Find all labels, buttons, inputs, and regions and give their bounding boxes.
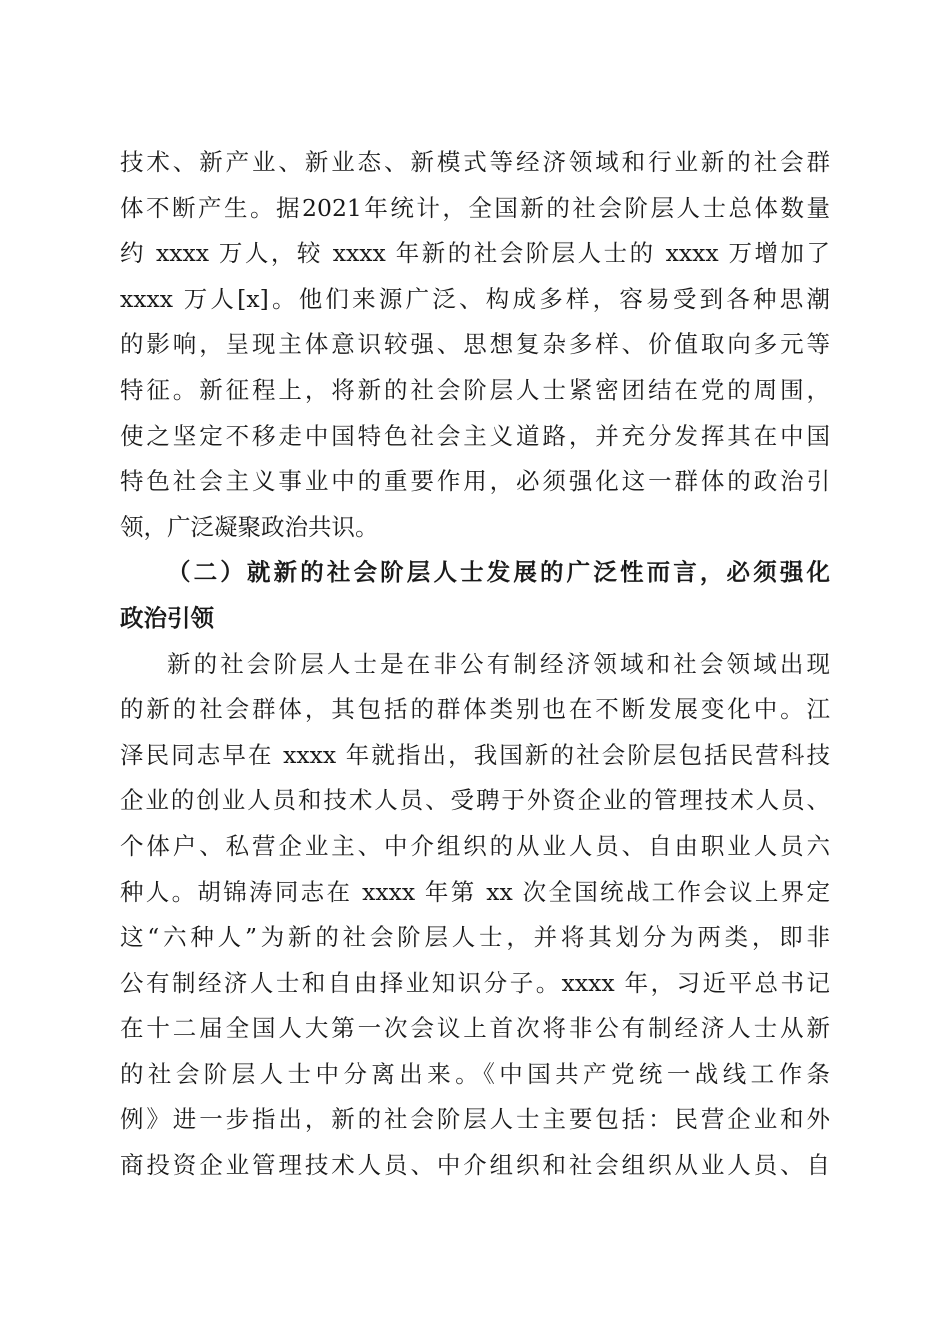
text-line: 领，广泛凝聚政治共识。 <box>120 512 379 541</box>
text-line: 的社会阶层人士中分离出来。《中国共产党统一战线工作条 <box>120 1059 830 1088</box>
text-line: 的影响，呈现主体意识较强、思想复杂多样、价值取向多元等 <box>120 330 830 359</box>
heading-line: （二）就新的社会阶层人士发展的广泛性而言，必须强化 <box>167 558 830 587</box>
body-text <box>120 140 830 1189</box>
text-line: 例》进一步指出，新的社会阶层人士主要包括：民营企业和外 <box>120 1105 830 1134</box>
text-line: 这“六种人”为新的社会阶层人士，并将其划分为两类，即非 <box>120 923 830 952</box>
text-line: 特色社会主义事业中的重要作用，必须强化这一群体的政治引 <box>120 467 830 496</box>
text-line: 公有制经济人士和自由择业知识分子。xxxx 年，习近平总书记 <box>120 968 830 997</box>
text-line: 企业的创业人员和技术人员、受聘于外资企业的管理技术人员、 <box>120 786 830 815</box>
paragraph-2 <box>120 642 830 1189</box>
paragraph-1 <box>120 140 830 550</box>
text-line: 技术、新产业、新业态、新模式等经济领域和行业新的社会群 <box>120 148 830 176</box>
text-line: 种人。胡锦涛同志在 xxxx 年第 xx 次全国统战工作会议上界定 <box>120 877 830 906</box>
text-line: 个体户、私营企业主、中介组织的从业人员、自由职业人员六 <box>120 831 830 860</box>
text-line: 新的社会阶层人士是在非公有制经济领域和社会领域出现 <box>167 649 830 678</box>
text-line: xxxx 万人[x]。他们来源广泛、构成多样，容易受到各种思潮 <box>120 284 830 313</box>
text-line: 约 xxxx 万人，较 xxxx 年新的社会阶层人士的 xxxx 万增加了 <box>120 239 830 268</box>
text-line: 体不断产生。据2021年统计，全国新的社会阶层人士总体数量 <box>120 193 830 222</box>
heading-line: 政治引领 <box>120 603 214 632</box>
text-line: 特征。新征程上，将新的社会阶层人士紧密团结在党的周围， <box>120 375 830 404</box>
text-line: 商投资企业管理技术人员、中介组织和社会组织从业人员、自 <box>120 1151 830 1180</box>
text-line: 泽民同志早在 xxxx 年就指出，我国新的社会阶层包括民营科技 <box>120 740 830 769</box>
text-line: 使之坚定不移走中国特色社会主义道路，并充分发挥其在中国 <box>120 421 830 450</box>
text-line: 在十二届全国人大第一次会议上首次将非公有制经济人士从新 <box>120 1014 830 1043</box>
text-line: 的新的社会群体，其包括的群体类别也在不断发展变化中。江 <box>120 695 830 724</box>
section-heading <box>120 550 830 641</box>
